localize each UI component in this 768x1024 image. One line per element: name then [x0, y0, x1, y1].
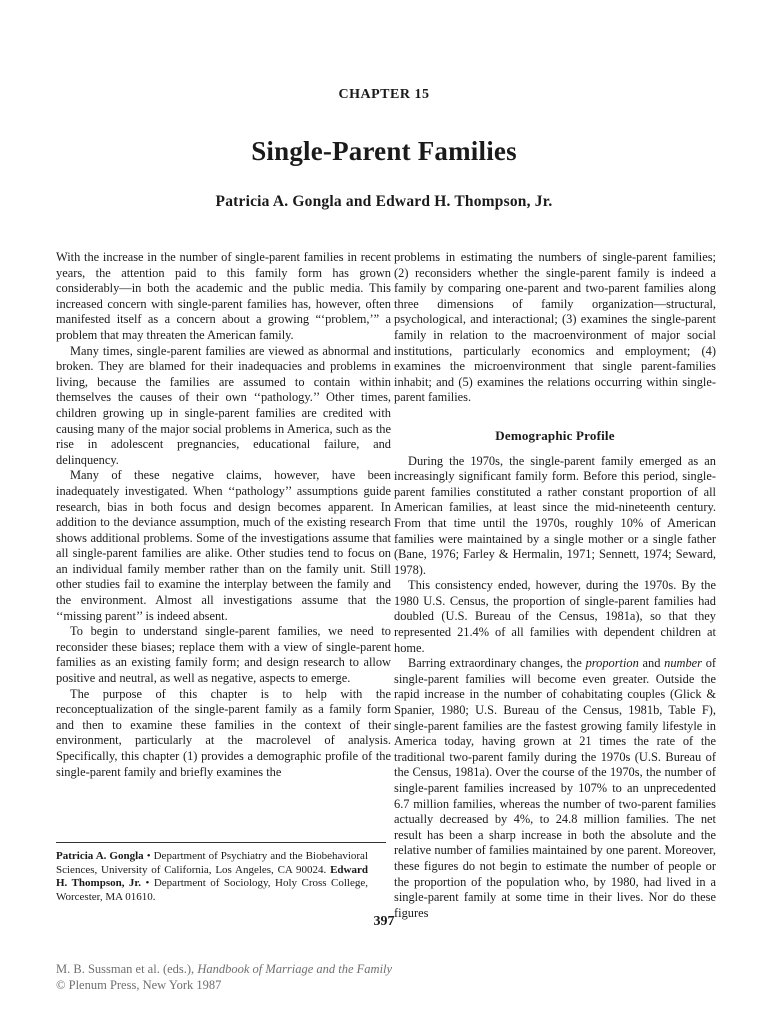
page-number: 397 [373, 914, 395, 929]
author-footnote [56, 850, 368, 904]
paragraph: Many times, single-parent families are viewed as abnormal and broken. They are blamed for their inadequacies and problems in living, because the families are assumed to contain within themselves the causes of their own ‘‘pathology.’’ Other times, children growing up in single-parent families are credited with causing many of the major social problems in America, such as the rise in adolescent pregnancies, educational failure, and delinquency. [56, 343, 391, 467]
right-column [394, 250, 716, 921]
footnote-affiliation-2: • Department of Sociology, Holy Cross College, Worcester, MA 01610. [56, 877, 368, 903]
emphasis: number [664, 656, 702, 671]
paragraph: During the 1970s, the single-parent family emerged as an increasingly significant family form. Before this period, single-parent families constituted a rather constant proportion of all American families, at least since the mid-nineteenth century. From that time until the 1970s, roughly 10% of American families were maintained by a single mother or a single father (Bane, 1976; Farley & Hermalin, 1971; Sennett, 1974; Seward, 1978). [394, 453, 716, 577]
footnote-divider [56, 842, 386, 843]
source-editors: M. B. Sussman et al. (eds.), [56, 962, 198, 976]
source-book-title: Handbook of Marriage and the Family [197, 962, 393, 976]
paragraph [394, 656, 716, 921]
paragraph: The purpose of this chapter is to help with the reconceptualization of the single-parent family as a family form and then to examine these families in the context of their environment, particularly at the macrolevel of analysis. Specifically, this chapter (1) provides a demographic profile of the single-parent family and briefly examines the [56, 686, 391, 779]
footnote-author-2: Edward H. Thompson, Jr. [56, 863, 368, 890]
chapter-authors: Patricia A. Gongla and Edward H. Thompson, Jr. [215, 193, 553, 210]
paragraph: This consistency ended, however, during the 1970s. By the 1980 U.S. Census, the proportion of single-parent families had doubled (U.S. Bureau of the Census, 1981a), so that they represented 21.4% of all families with dependent children at home. [394, 578, 716, 655]
text-run: and [638, 656, 665, 671]
chapter-label: CHAPTER 15 [338, 87, 430, 102]
source-citation [56, 962, 392, 977]
section-heading: Demographic Profile [495, 427, 615, 443]
left-column [56, 250, 391, 780]
paragraph: problems in estimating the numbers of single-parent families; (2) reconsiders whether the single-parent family is indeed a family by comparing one-parent and two-parent families along three dimensions of family organization—structural, psychological, and interactional; (3) examines the single-parent family in relation to the macroenvironment of major social institutions, particularly economics and employment; (4) examines the microenvironment that single parent-families inhabit; and (5) examines the relations occurring within single-parent families. [394, 250, 716, 405]
emphasis: proportion [585, 656, 639, 671]
text-run: Barring extraordinary changes, the [408, 656, 586, 671]
publisher-line: © Plenum Press, New York 1987 [56, 978, 222, 992]
footnote-affiliation-1: • Department of Psychiatry and the Biobehavioral Sciences, University of California, Los Angeles, CA 90024. [56, 850, 368, 876]
chapter-title: Single-Parent Families [251, 136, 517, 166]
footnote-author-1: Patricia A. Gongla [56, 850, 144, 862]
paragraph: To begin to understand single-parent families, we need to reconsider these biases; replace them with a view of single-parent families as an existing family form; and design research to allow positive and neutral, as well as negative, aspects to emerge. [56, 624, 391, 686]
paragraph: With the increase in the number of single-parent families in recent years, the attention paid to this family form has grown considerably—in both the academic and the public media. This increased concern with single-parent families has, however, often manifested itself as a concern about a growing “‘problem,’” a problem that may threaten the American family. [56, 250, 391, 342]
paragraph: Many of these negative claims, however, have been inadequately investigated. When ‘‘pathology’’ assumptions guide research, bias in both focus and design becomes apparent. In addition to the deviance assumption, much of the existing research shows additional problems. Some of the investigations assume that all single-parent families are alike. Other studies tend to focus on an individual family member rather than on the family unit. Still other studies fail to examine the interplay between the family and the environment. Almost all investigations assume that the ‘‘missing parent’’ is indeed absent. [56, 468, 391, 623]
text-run: of single-parent families will become even greater. Outside the rapid increase in the number of cohabitating couples (Glick & Spanier, 1980; U.S. Bureau of the Census, 1981b, Table F), single-parent families are the fastest growing family lifestyle in America today, having grown at 21 times the rate of the traditional two-parent family during the 1970s (U.S. Bureau of the Census, 1981a). Over the course of the 1970s, the number of single-parent families increased by 107% to an unprecedented 6.7 million families, whereas the number of two-parent families actually decreased by 4%, to 24.8 million families. The net result has been a sharp increase in both the absolute and the relative number of families maintained by one parent. Moreover, these figures do not begin to estimate the number of people or the proportion of the population who, by 1980, had lived in a single-parent family at some time in their lives. Nor do these figures [394, 656, 717, 920]
